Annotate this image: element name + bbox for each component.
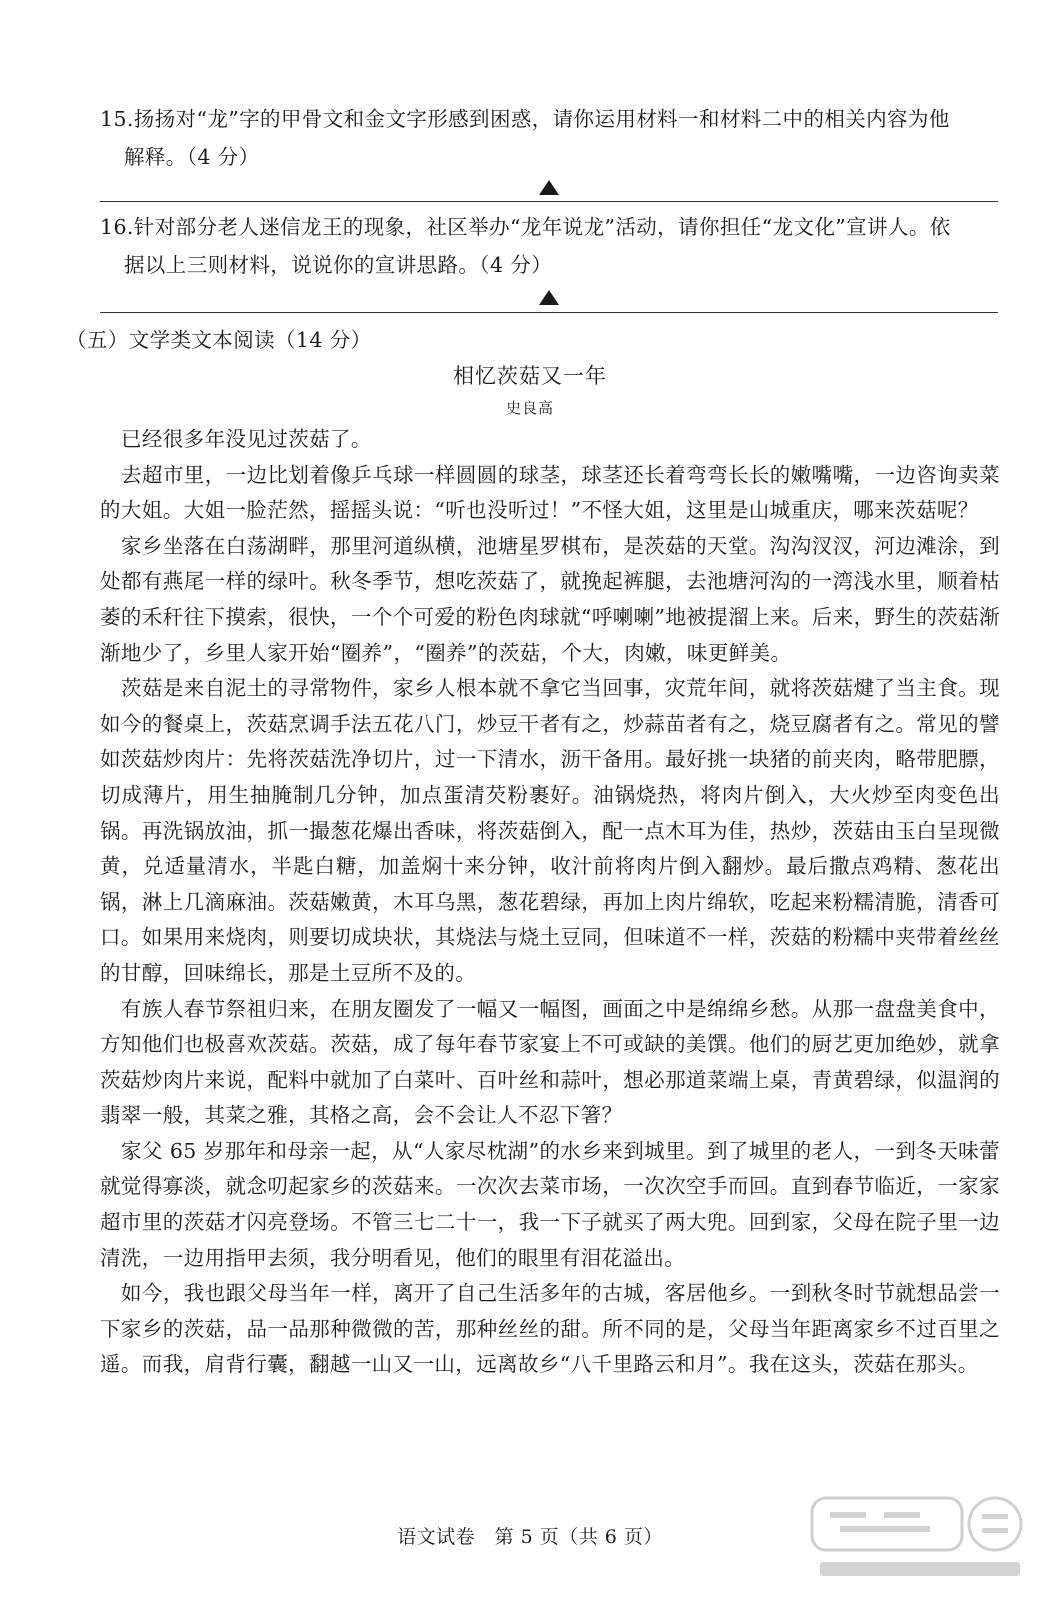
paragraph: 去超市里，一边比划着像乒乓球一样圆圆的球茎，球茎还长着弯弯长长的嫩嘴嘴，一边咨询卖菜的大姐。大姐一脸茫然，摇摇头说：“听也没听过！”不怪大姐，这里是山城重庆，哪来茨菇呢？ (100, 462, 1000, 523)
paragraph: 家父 65 岁那年和母亲一起，从“人家尽枕湖”的水乡来到城里。到了城里的老人，一到冬天味蕾就觉得寡淡，就念叨起家乡的茨菇来。一次次去菜市场，一次次空手而回。直到春节临近，一家家超市里的茨菇才闪亮登场。不管三七二十一，我一下子就买了两大兜。回到家，父母在院子里一边清洗，一边用指甲去须，我分明看见，他们的眼里有泪花溢出。 (100, 1138, 1000, 1270)
paragraph: 已经很多年没见过茨菇了。 (121, 427, 372, 451)
question-16-line1: 16.针对部分老人迷信龙王的现象，社区举办“龙年说龙”活动，请你担任“龙文化”宣讲人。依 (100, 215, 951, 239)
article-title: 相忆茨菇又一年 (453, 364, 607, 388)
article-author: 史良高 (505, 399, 554, 417)
question-15-line1: 15.扬扬对“龙”字的甲骨文和金文字形感到困惑，请你运用材料一和材料二中的相关内容为他 (100, 107, 950, 131)
paragraph: 家乡坐落在白荡湖畔，那里河道纵横，池塘星罗棋布，是茨菇的天堂。沟沟汊汊，河边滩涂，到处都有燕尾一样的绿叶。秋冬季节，想吃茨菇了，就挽起裤腿，去池塘河沟的一湾浅水里，顺着枯萎的禾秆往下摸索，很快，一个个可爱的粉色肉球就“呼喇喇”地被提溜上来。后来，野生的茨菇渐渐地少了，乡里人家开始“圈养”，“圈养”的茨菇，个大，肉嫩，味更鲜美。 (100, 533, 1000, 665)
watermark-logo (800, 1490, 1050, 1590)
paragraph: 茨菇是来自泥土的寻常物件，家乡人根本就不拿它当回事，灾荒年间，就将茨菇煡了当主食。现如今的餐桌上，茨菇烹调手法五花八门，炒豆干者有之，炒蒜苗者有之，烧豆腐者有之。常见的譬如茨菇炒肉片：先将茨菇洗净切片，过一下清水，沥干备用。最好挑一块猪的前夹肉，略带肥膘，切成薄片，用生抽腌制几分钟，加点蛋清芡粉裹好。油锅烧热，将肉片倒入，大火炒至肉变色出锅。再洗锅放油，抓一撮葱花爆出香味，将茨菇倒入，配一点木耳为佳，热炒，茨菇由玉白呈现微黄，兑适量清水，半匙白糖，加盖焖十来分钟，收汁前将肉片倒入翻炒。最后撒点鸡精、葱花出锅，淋上几滴麻油。茨菇嫩黄，木耳乌黑，葱花碧绿，再加上肉片绵软，吃起来粉糯清脆，清香可口。如果用来烧肉，则要切成块状，其烧法与烧土豆同，但味道不一样，茨菇的粉糯中夹带着丝丝的甘醇，回味绵长，那是土豆所不及的。 (100, 676, 1000, 985)
question-15-line2: 解释。（4 分） (124, 145, 260, 169)
section-heading: （五）文学类文本阅读（14 分） (66, 328, 372, 352)
article-body (100, 422, 1000, 1383)
page-footer: 语文试卷 第 5 页（共 6 页） (397, 1526, 663, 1548)
paragraph: 如今，我也跟父母当年一样，离开了自己生活多年的古城，客居他乡。一到秋冬时节就想品尝一下家乡的茨菇，品一品那种微微的苦，那种丝丝的甜。所不同的是，父母当年距离家乡不过百里之遥。而我，肩背行囊，翻越一山又一山，远离故乡“八千里路云和月”。我在这头，茨菇在那头。 (100, 1281, 1000, 1377)
answer-line-16 (100, 312, 998, 313)
question-16 (100, 208, 1000, 284)
answer-marker-icon (539, 180, 559, 195)
paragraph: 有族人春节祭祖归来，在朋友圈发了一幅又一幅图，画面之中是绵绵乡愁。从那一盘盘美食中，方知他们也极喜欢茨菇。茨菇，成了每年春节家宴上不可或缺的美馔。他们的厨艺更加绝妙，就拿茨菇炒肉片来说，配料中就加了白菜叶、百叶丝和蒜叶，想必那道菜端上桌，青黄碧绿，似温润的翡翠一般，其菜之雅，其格之高，会不会让人不忍下箸？ (100, 996, 1000, 1128)
question-15 (100, 100, 1000, 176)
question-16-line2: 据以上三则材料，说说你的宣讲思路。（4 分） (124, 253, 553, 277)
answer-marker-icon (539, 290, 559, 305)
answer-line-15 (100, 201, 998, 202)
